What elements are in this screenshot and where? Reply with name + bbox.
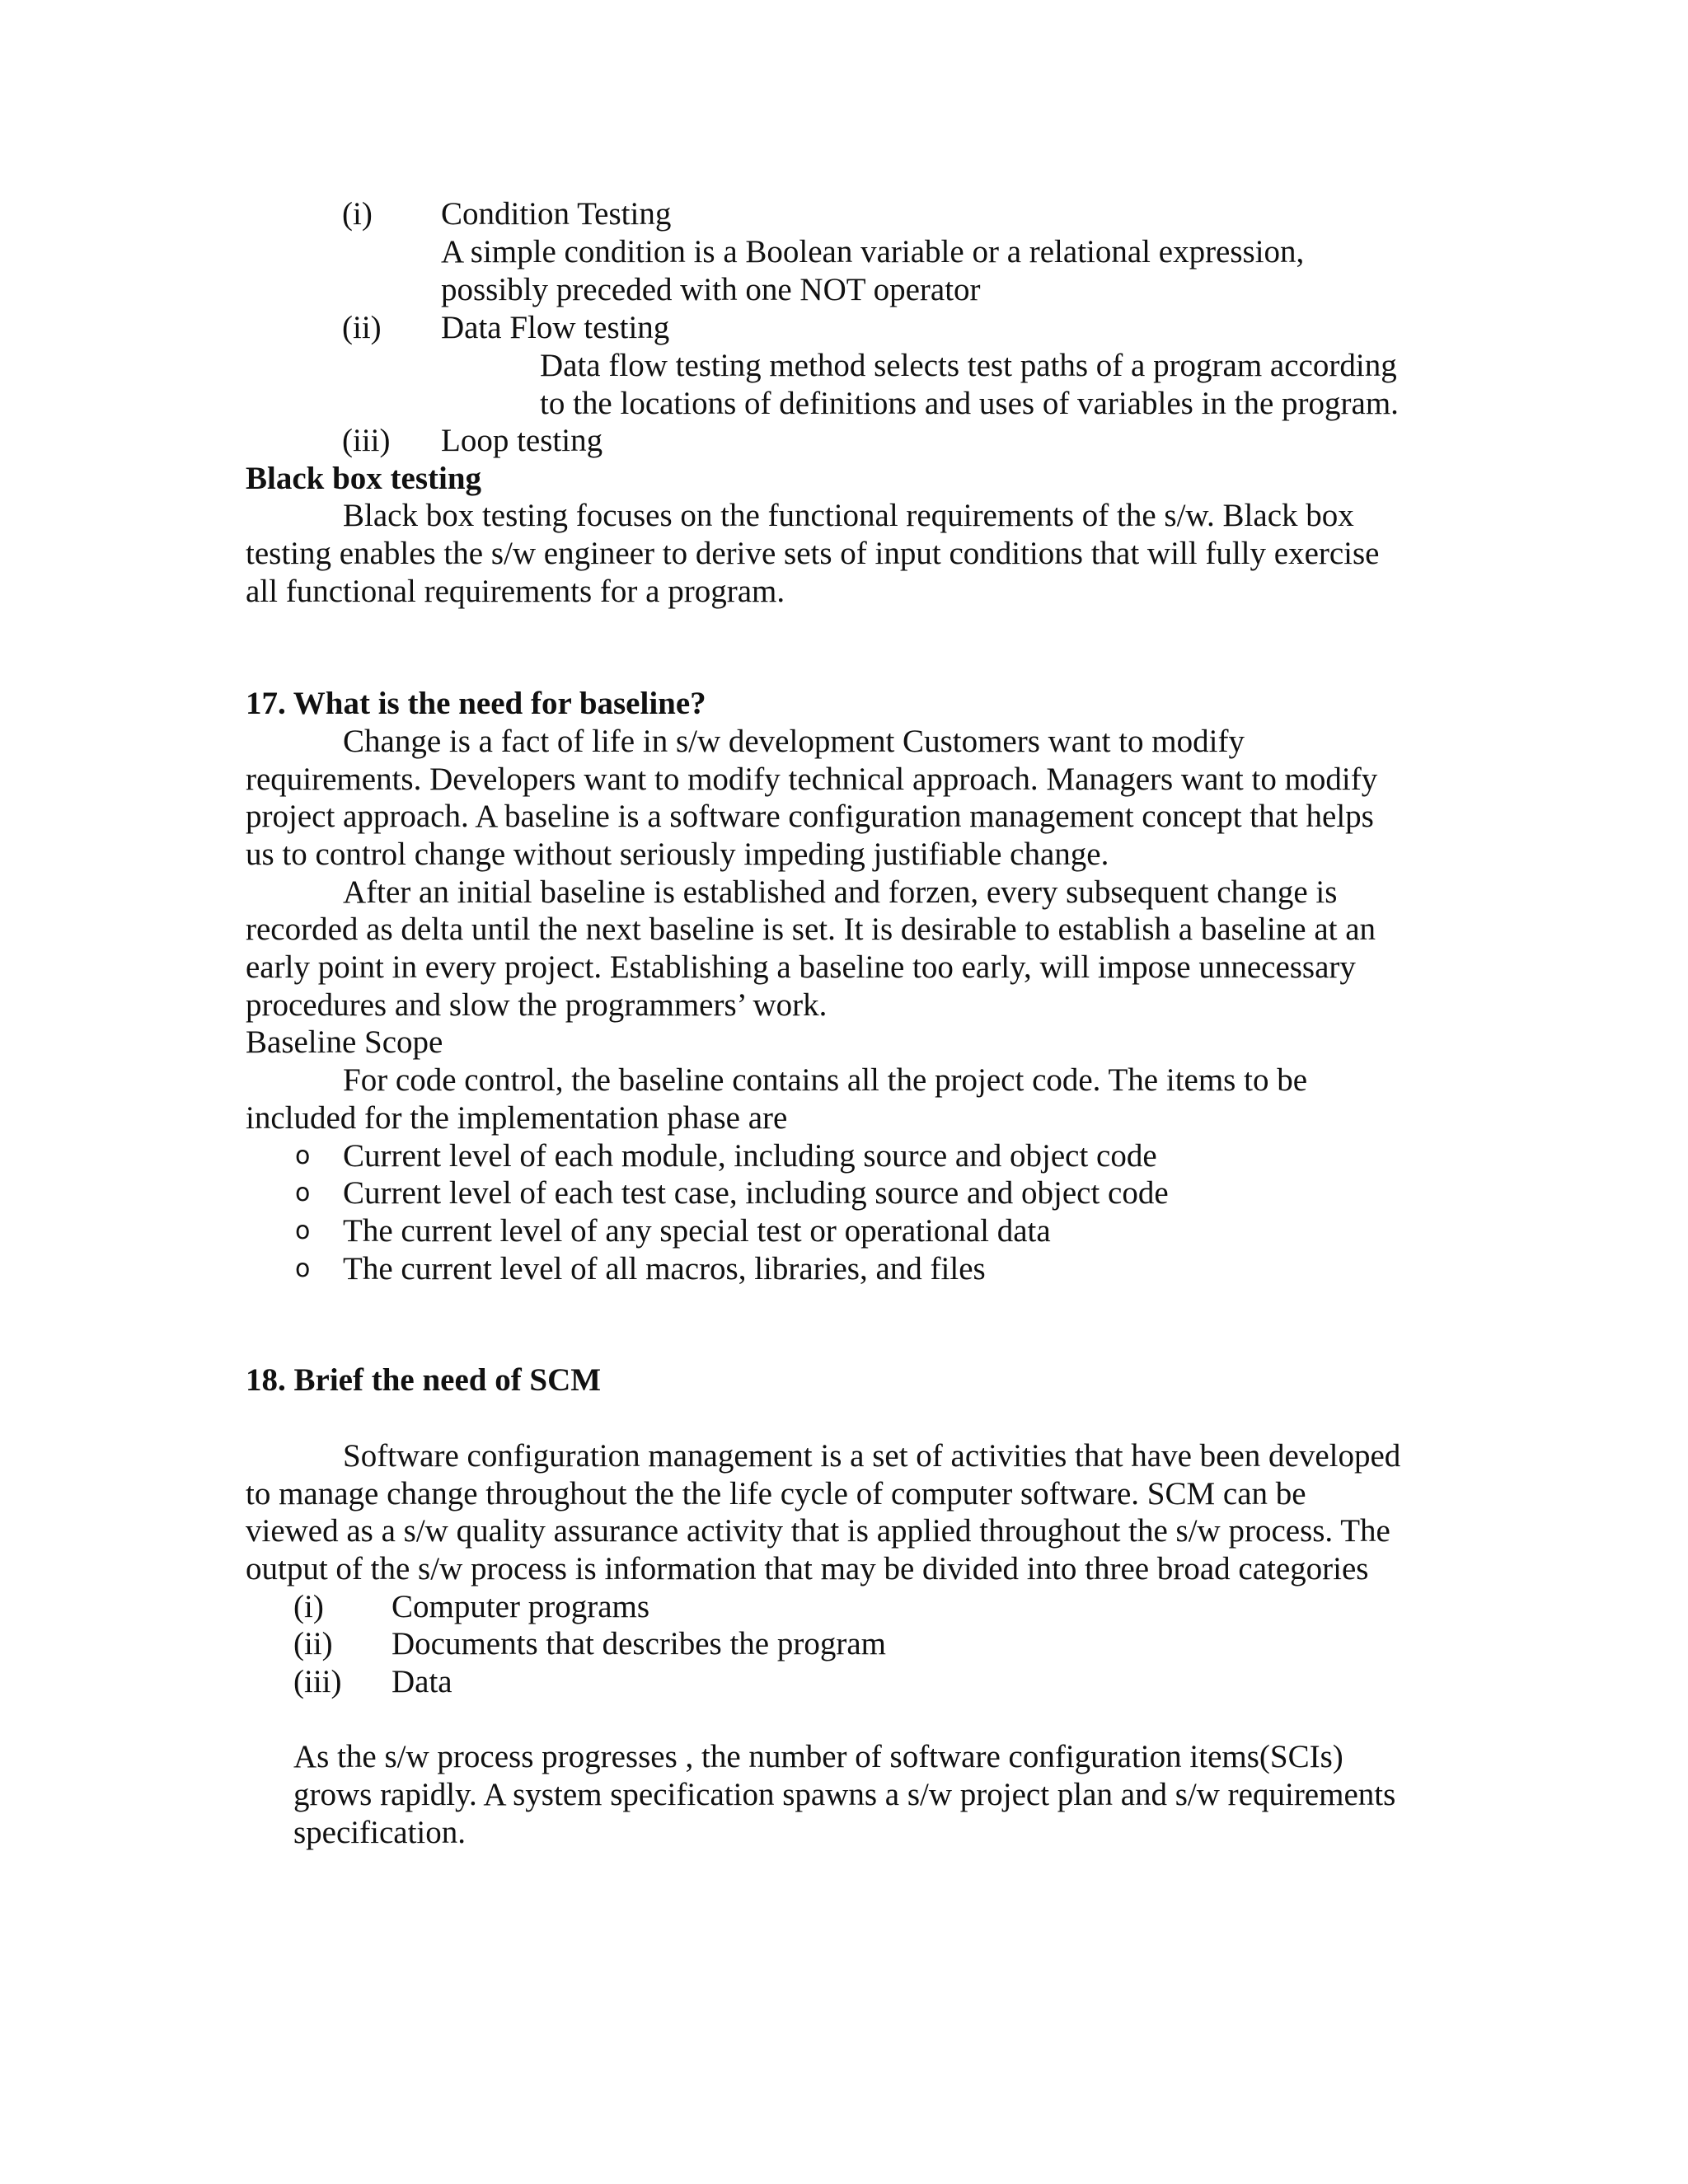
list-item-number: (i) — [293, 1589, 324, 1624]
list-item-title: Data Flow testing — [441, 310, 670, 345]
paragraph-line: Change is a fact of life in s/w development Customers want to modify — [343, 724, 1245, 759]
list-item-text: Documents that describes the program — [392, 1626, 886, 1661]
paragraph-line: viewed as a s/w quality assurance activity that is applied throughout the s/w process. The — [246, 1513, 1390, 1549]
question-heading: 17. What is the need for baseline? — [246, 686, 706, 721]
bullet-item: Current level of each test case, including source and object code — [343, 1175, 1169, 1211]
paragraph-line: recorded as delta until the next baseline is set. It is desirable to establish a baseline at an — [246, 912, 1376, 947]
list-item-number: (ii) — [293, 1626, 333, 1661]
list-item-description: to the locations of definitions and uses of variables in the program. — [540, 386, 1399, 421]
paragraph-line: output of the s/w process is information that may be divided into three broad categories — [246, 1551, 1369, 1586]
subheading: Baseline Scope — [246, 1024, 443, 1060]
list-item-description: A simple condition is a Boolean variable or a relational expression, — [441, 234, 1305, 269]
list-item-number: (iii) — [293, 1664, 342, 1699]
bullet-item: The current level of all macros, libraries, and files — [343, 1251, 986, 1286]
question-heading: 18. Brief the need of SCM — [246, 1362, 602, 1398]
list-item-title: Loop testing — [441, 423, 603, 458]
paragraph-line: early point in every project. Establishing a baseline too early, will impose unnecessary — [246, 949, 1356, 985]
bullet-item: The current level of any special test or operational data — [343, 1213, 1051, 1249]
list-item-text: Computer programs — [392, 1589, 650, 1624]
list-item-number: (iii) — [342, 423, 391, 458]
list-item-number: (i) — [342, 196, 373, 232]
paragraph-line: specification. — [293, 1815, 466, 1850]
paragraph-line: Software configuration management is a set of activities that have been developed — [343, 1438, 1401, 1474]
paragraph-line: After an initial baseline is established and forzen, every subsequent change is — [343, 874, 1338, 910]
paragraph-line: included for the implementation phase are — [246, 1100, 788, 1136]
list-item-title: Condition Testing — [441, 196, 672, 232]
bullet-marker: o — [295, 1254, 311, 1283]
list-item-description: possibly preceded with one NOT operator — [441, 272, 981, 307]
paragraph-line: all functional requirements for a program. — [246, 574, 785, 609]
paragraph-line: us to control change without seriously impeding justifiable change. — [246, 837, 1109, 872]
paragraph-line: project approach. A baseline is a software configuration management concept that helps — [246, 799, 1374, 834]
paragraph-line: testing enables the s/w engineer to derive sets of input conditions that will fully exercise — [246, 536, 1380, 571]
list-item-number: (ii) — [342, 310, 382, 345]
paragraph-line: grows rapidly. A system specification spawns a s/w project plan and s/w requirements — [293, 1777, 1396, 1812]
bullet-item: Current level of each module, including source and object code — [343, 1138, 1157, 1174]
list-item-description: Data flow testing method selects test paths of a program according — [540, 348, 1397, 383]
paragraph-line: to manage change throughout the the life cycle of computer software. SCM can be — [246, 1476, 1306, 1511]
bullet-marker: o — [295, 1216, 311, 1245]
bullet-marker: o — [295, 1141, 311, 1170]
paragraph-line: requirements. Developers want to modify technical approach. Managers want to modify — [246, 762, 1378, 797]
paragraph-line: For code control, the baseline contains all the project code. The items to be — [343, 1062, 1307, 1098]
paragraph-line: Black box testing focuses on the functional requirements of the s/w. Black box — [343, 498, 1354, 533]
bullet-marker: o — [295, 1179, 311, 1207]
list-item-text: Data — [392, 1664, 452, 1699]
section-heading: Black box testing — [246, 461, 482, 496]
paragraph-line: procedures and slow the programmers’ work. — [246, 987, 828, 1023]
paragraph-line: As the s/w process progresses , the number of software configuration items(SCIs) — [293, 1739, 1343, 1774]
